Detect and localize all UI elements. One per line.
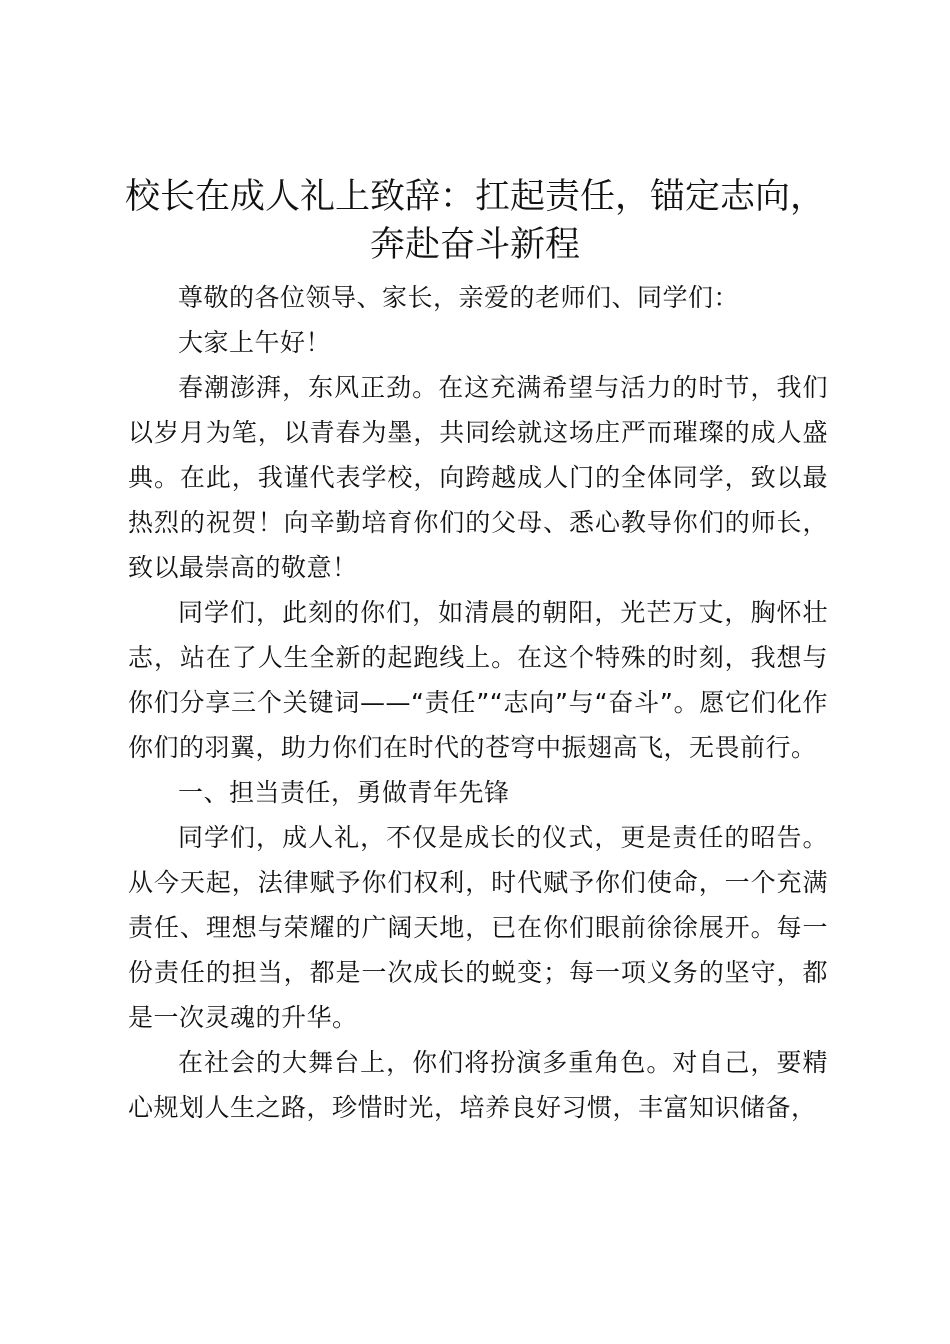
paragraph-roles: 在社会的大舞台上，你们将扮演多重角色。对自己，要精心规划人生之路，珍惜时光，培养良好习惯，丰富知识储备，	[128, 1048, 828, 1122]
paragraph-keywords: 同学们，此刻的你们，如清晨的朝阳，光芒万丈，胸怀壮志，站在了人生全新的起跑线上。在这个特殊的时刻，我想与你们分享三个关键词——“责任”“志向”与“奋斗”。愿它们化作你们的羽翼，助力你们在时代的苍穹中振翅高飞，无畏前行。	[128, 598, 828, 762]
salutation: 尊敬的各位领导、家长，亲爱的老师们、同学们：	[178, 283, 740, 312]
document-title-line-1: 校长在成人礼上致辞：扛起责任，锚定志向，	[124, 177, 825, 217]
section-heading-1: 一、担当责任，勇做青年先锋	[178, 778, 510, 807]
document-title-line-2: 奔赴奋斗新程	[369, 225, 580, 265]
document-body	[128, 275, 828, 1130]
paragraph-congratulations: 春潮澎湃，东风正劲。在这充满希望与活力的时节，我们以岁月为笔，以青春为墨，共同绘就这场庄严而璀璨的成人盛典。在此，我谨代表学校，向跨越成人门的全体同学，致以最热烈的祝贺！向辛勤培育你们的父母、悉心教导你们的师长，致以最崇高的敬意！	[128, 373, 828, 582]
greeting: 大家上午好！	[178, 328, 332, 357]
paragraph-responsibility: 同学们，成人礼，不仅是成长的仪式，更是责任的昭告。从今天起，法律赋予你们权利，时代赋予你们使命，一个充满责任、理想与荣耀的广阔天地，已在你们眼前徐徐展开。每一份责任的担当，都是一次成长的蜕变；每一项义务的坚守，都是一次灵魂的升华。	[128, 823, 828, 1032]
